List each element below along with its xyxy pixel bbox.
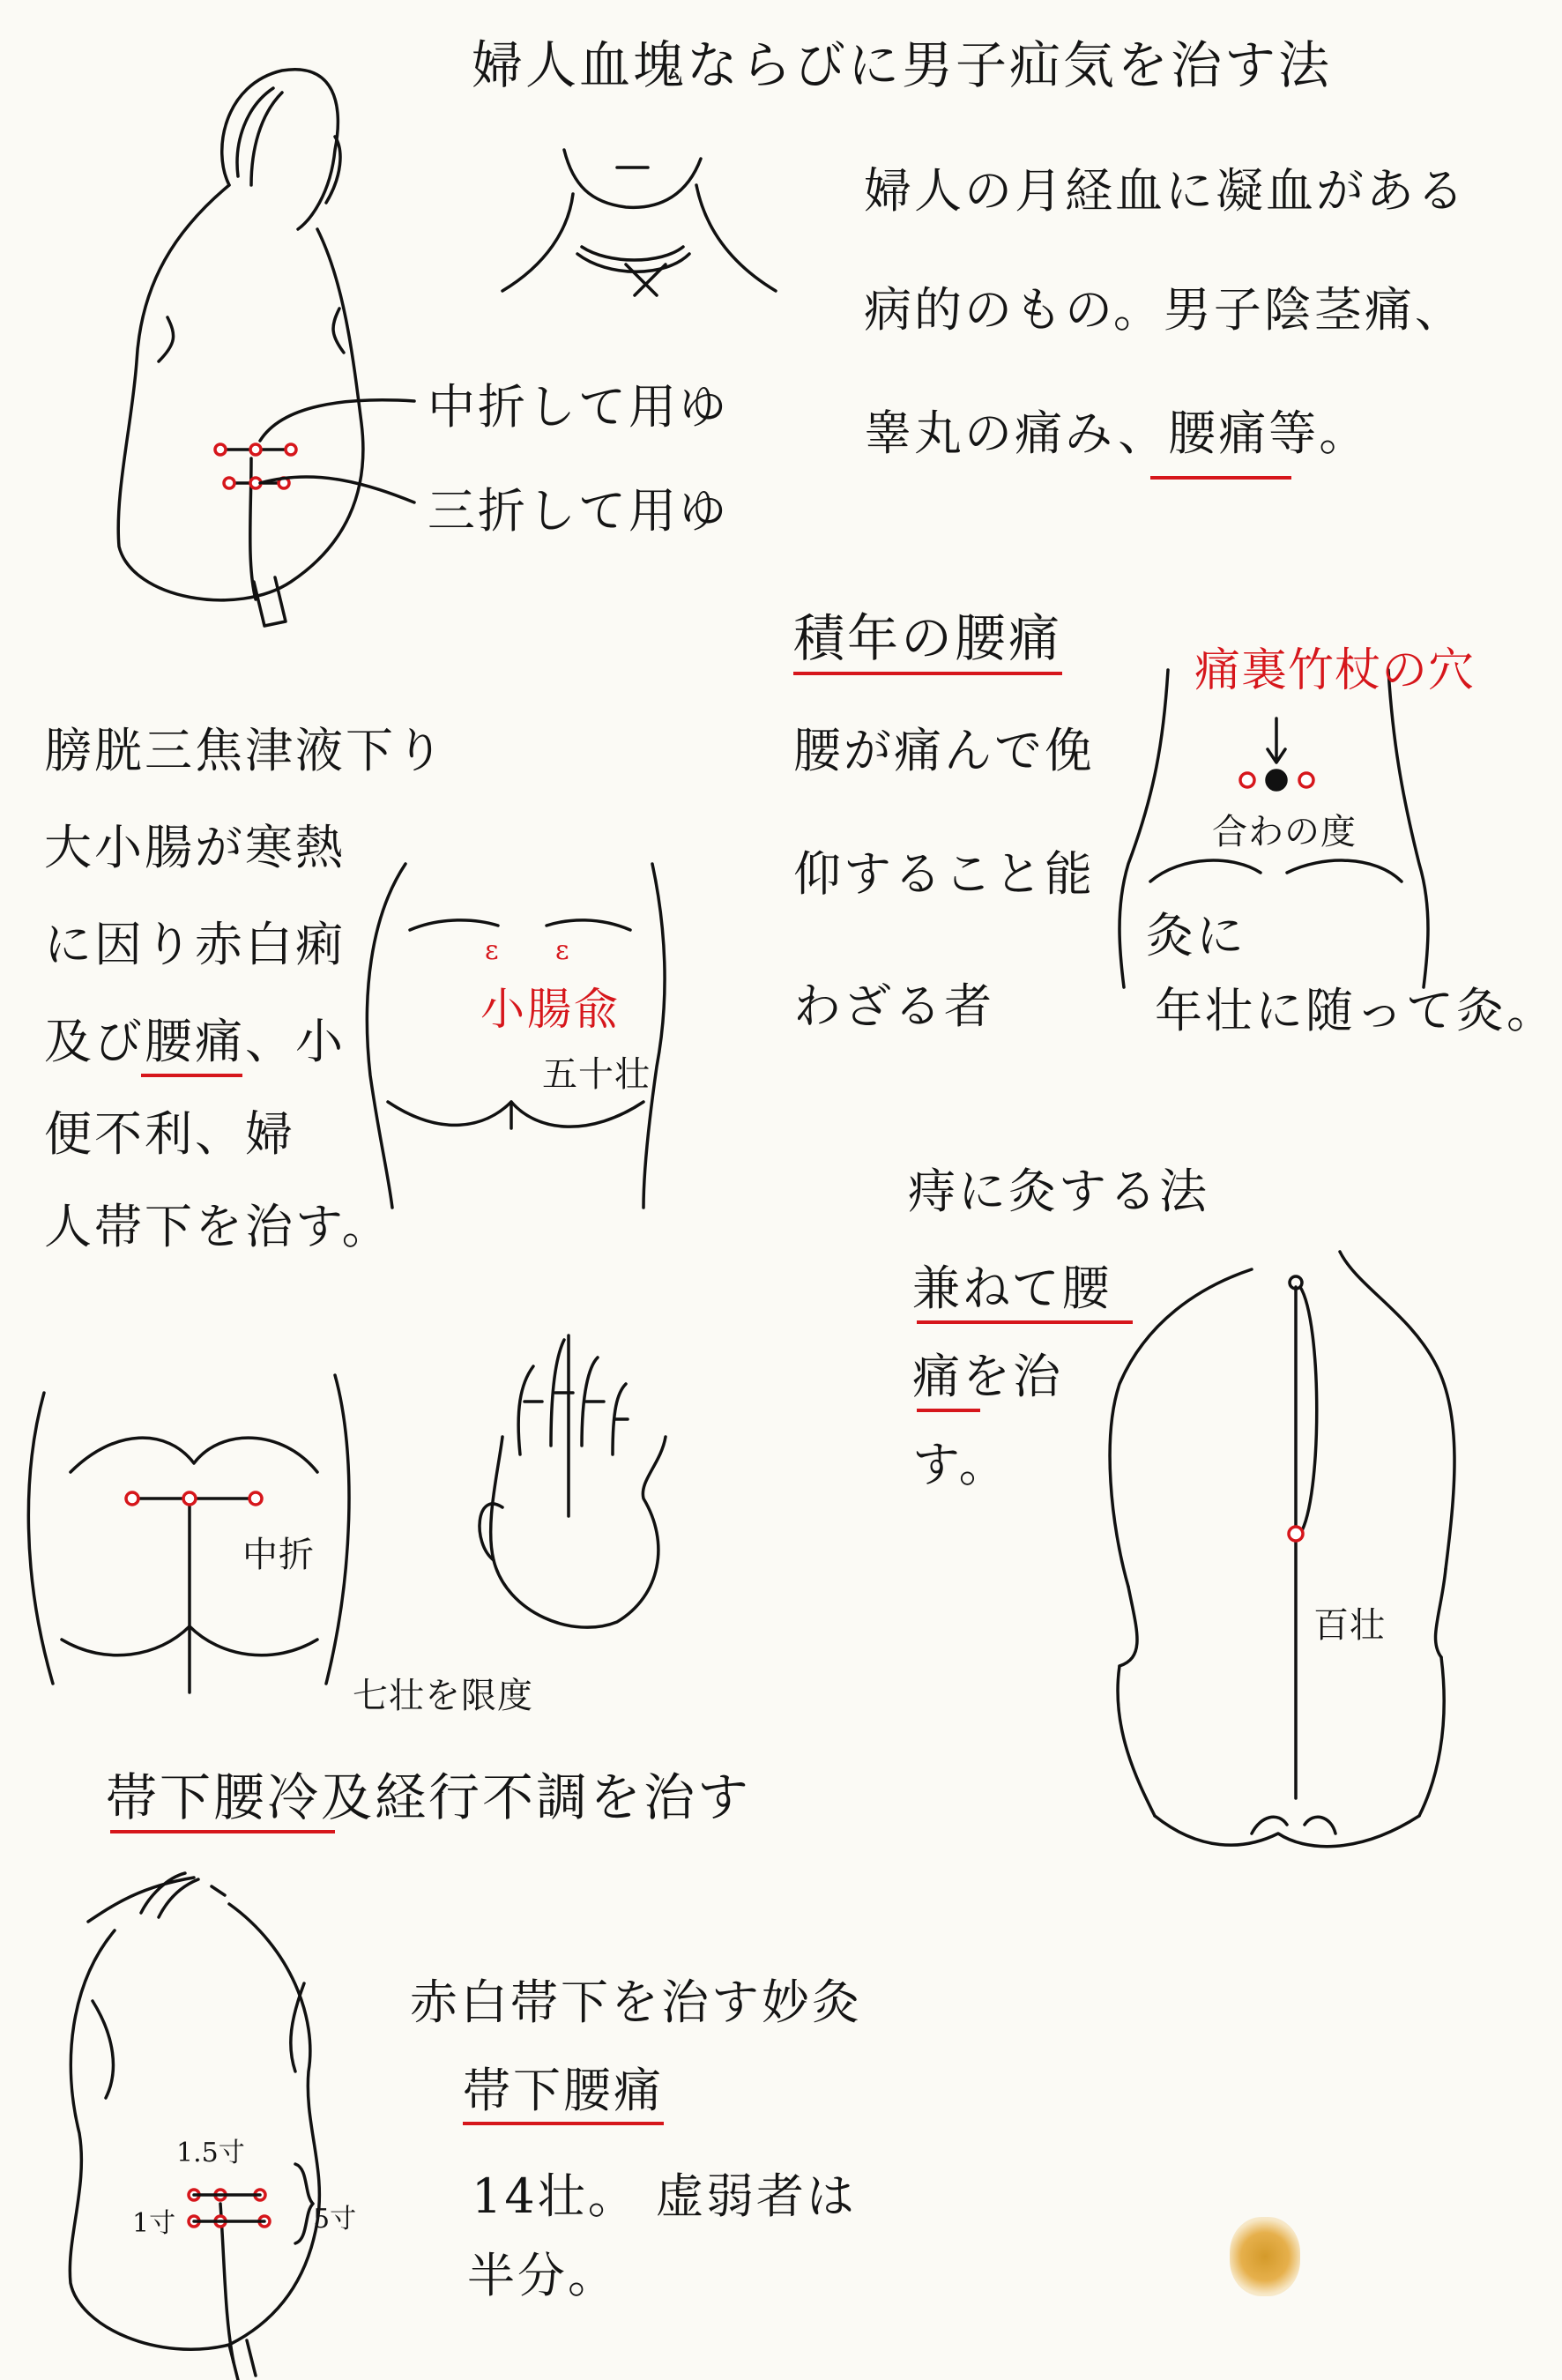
moxa-point bbox=[249, 1492, 262, 1505]
section3-line: 人帯下を治す。 bbox=[44, 1199, 392, 1254]
shoulder-left bbox=[1110, 1269, 1252, 1587]
red-underline bbox=[141, 1074, 242, 1077]
section6-line: 14壮。 虚弱者は bbox=[472, 2168, 857, 2224]
paper-stain bbox=[1230, 2217, 1300, 2296]
section3-line: 膀胱三焦津液下り bbox=[44, 723, 446, 778]
limit-label: 七壮を限度 bbox=[353, 1676, 533, 1716]
arm-left bbox=[1119, 1587, 1137, 1666]
moxa-point bbox=[224, 478, 234, 488]
neck-left bbox=[502, 194, 573, 291]
section4-line: 痛を治 bbox=[912, 1349, 1063, 1404]
back-right bbox=[643, 864, 665, 1208]
section4-line: す。 bbox=[912, 1437, 1009, 1492]
torso-right bbox=[1419, 1657, 1444, 1816]
section3-line: 大小腸が寒熱 bbox=[44, 820, 346, 875]
feet bbox=[1155, 1816, 1419, 1847]
fingers bbox=[518, 1340, 626, 1454]
moxa-point bbox=[250, 444, 261, 455]
section2-line: 腰が痛んで俛 bbox=[793, 723, 1095, 778]
section1-line: 睾丸の痛み、腰痛等。 bbox=[864, 405, 1370, 461]
moxa-point bbox=[183, 1492, 196, 1505]
fold-label: 中折 bbox=[242, 1535, 315, 1575]
body-right bbox=[229, 1904, 319, 2345]
dim-top: 1.5寸 bbox=[176, 2138, 245, 2168]
section6-title: 赤白帯下を治す妙灸 bbox=[410, 1975, 862, 2030]
point-mark-right: ε bbox=[555, 935, 569, 966]
figure-neck-string bbox=[494, 132, 785, 335]
upper-curve bbox=[71, 1438, 317, 1472]
torso-left bbox=[1118, 1666, 1155, 1816]
red-underline bbox=[110, 1830, 335, 1833]
point-name-shocho: 小腸兪 bbox=[480, 984, 621, 1035]
arm-right bbox=[291, 1983, 304, 2071]
dim-right: 5寸 bbox=[313, 2204, 357, 2235]
count-label-50: 五十壮 bbox=[542, 1054, 651, 1095]
dimple-left bbox=[410, 920, 498, 930]
arm-right bbox=[1436, 1569, 1446, 1657]
section3-line: 及び腰痛、小 bbox=[44, 1014, 346, 1069]
section3-line: 便不利、婦 bbox=[44, 1106, 295, 1162]
label-third-fold: 三折して用ゆ bbox=[428, 483, 729, 539]
leader-line-middle bbox=[260, 400, 414, 441]
moxa-point bbox=[286, 444, 296, 455]
neck-right bbox=[696, 185, 776, 291]
stick bbox=[254, 577, 286, 626]
moxa-note-2: 年壮に随って灸。 bbox=[1155, 983, 1557, 1038]
section4-line: 兼ねて腰 bbox=[912, 1261, 1112, 1316]
finger-joints bbox=[524, 1393, 628, 1419]
figure-kneeling-back bbox=[1093, 1234, 1481, 1869]
waist-label: 合わの度 bbox=[1212, 812, 1357, 852]
waist-right bbox=[1388, 670, 1428, 987]
section5-title: 帯下腰冷及経行不調を治す bbox=[106, 1767, 752, 1827]
buttock-line bbox=[388, 1102, 643, 1127]
moxa-note: 灸に bbox=[1146, 908, 1246, 963]
figure-palm bbox=[467, 1331, 679, 1648]
navel-point bbox=[1267, 770, 1286, 790]
point-mark-left: ε bbox=[485, 935, 499, 966]
section1-title: 婦人血塊ならびに男子疝気を治す法 bbox=[472, 35, 1333, 95]
stick bbox=[229, 2340, 256, 2380]
section3-line: に因り赤白痢 bbox=[44, 917, 346, 972]
string-cross bbox=[626, 264, 666, 295]
moxa-point bbox=[1240, 773, 1254, 787]
red-underline bbox=[917, 1409, 980, 1412]
figure-lower-back bbox=[353, 864, 670, 1216]
dimple-right bbox=[547, 920, 630, 930]
moxa-point bbox=[1299, 773, 1313, 787]
count-label-100: 百壮 bbox=[1313, 1605, 1386, 1646]
buttock-curve-right bbox=[1287, 860, 1402, 881]
moxa-point bbox=[1289, 1527, 1303, 1541]
buttock-curve-left bbox=[1150, 860, 1261, 881]
measure-string bbox=[1300, 1287, 1317, 1534]
hip-right bbox=[326, 1375, 349, 1684]
body-inner bbox=[159, 309, 344, 361]
section4-line: 痔に灸する法 bbox=[908, 1164, 1209, 1219]
section1-line: 婦人の月経血に凝血がある bbox=[864, 163, 1467, 219]
figure-seated-back-small bbox=[53, 1869, 370, 2371]
figure-seated-woman-back bbox=[79, 53, 432, 652]
back-left bbox=[367, 864, 405, 1208]
dim-left: 1寸 bbox=[132, 2208, 176, 2239]
point-name-takejo: 痛裏竹杖の穴 bbox=[1194, 644, 1476, 697]
jaw-outline bbox=[564, 150, 701, 207]
section2-title: 積年の腰痛 bbox=[793, 608, 1062, 675]
string-loop bbox=[577, 247, 689, 271]
hip-left bbox=[28, 1393, 53, 1684]
palm-outline bbox=[491, 1437, 666, 1627]
section6-line: 半分。 bbox=[467, 2248, 618, 2303]
hair-strands bbox=[237, 88, 282, 185]
section6-subtitle: 帯下腰痛 bbox=[463, 2063, 664, 2125]
red-underline bbox=[1150, 476, 1291, 480]
moxa-point bbox=[126, 1492, 138, 1505]
hair bbox=[88, 1873, 225, 1922]
section1-line: 病的のもの。男子陰茎痛、 bbox=[864, 282, 1465, 338]
arm-left bbox=[93, 2001, 113, 2098]
body-outline bbox=[118, 185, 363, 600]
moxa-point bbox=[215, 444, 226, 455]
toes bbox=[1252, 1817, 1335, 1833]
section2-line: 仰すること能 bbox=[793, 846, 1095, 902]
label-middle-fold: 中折して用ゆ bbox=[428, 379, 729, 435]
brace-right bbox=[295, 2164, 313, 2243]
shoulder-right bbox=[1340, 1252, 1454, 1569]
section2-line: わざる者 bbox=[793, 978, 994, 1034]
